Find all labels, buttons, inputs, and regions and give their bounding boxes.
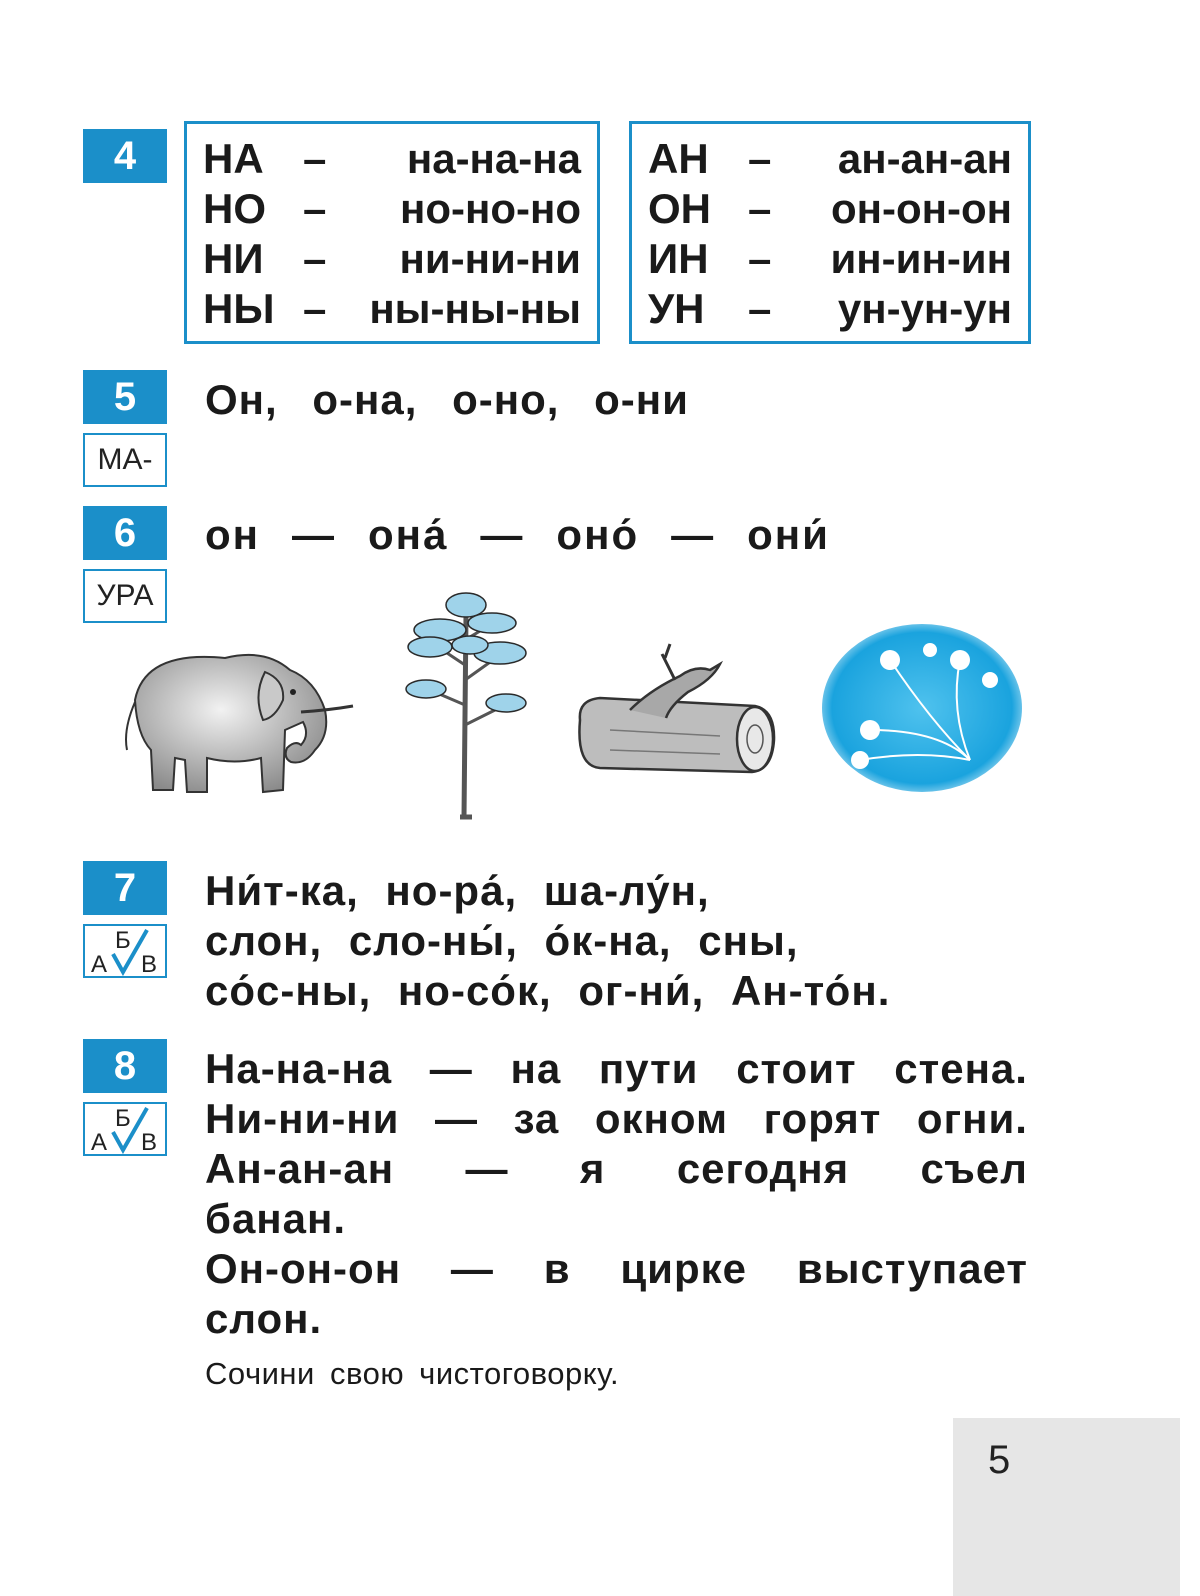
task-5-line: Он, о-на, о-но, о-ни	[205, 376, 689, 423]
syllable: НО	[203, 185, 266, 232]
task-6-words	[205, 510, 830, 560]
word: стоит	[736, 1045, 857, 1092]
tree-picture	[400, 585, 535, 820]
task-8-line	[205, 1094, 1028, 1144]
syllable-row	[203, 284, 581, 334]
dash: —	[465, 1145, 509, 1192]
dash: —	[480, 511, 525, 558]
task-number-8: 8	[83, 1039, 167, 1093]
dash: —	[671, 511, 716, 558]
task-8-line	[205, 1144, 1028, 1194]
word: горят	[763, 1095, 882, 1142]
elephant-picture	[115, 640, 360, 805]
syllable-row	[648, 234, 1012, 284]
abc-check-glyph	[85, 1104, 165, 1154]
word: съел	[920, 1145, 1028, 1192]
word: на	[510, 1045, 562, 1092]
task-8-line	[205, 1294, 322, 1344]
dash: —	[292, 511, 337, 558]
word: Он-он-он	[205, 1245, 402, 1292]
word: огни.	[916, 1095, 1028, 1142]
dash: –	[303, 235, 327, 282]
syllable-chain: ни-ни-ни	[399, 235, 581, 282]
letter-a: А	[91, 951, 108, 976]
word: Ан-ан-ан	[205, 1145, 395, 1192]
word: я	[579, 1145, 606, 1192]
task-tag-ura: УРА	[83, 569, 167, 623]
syllable: АН	[648, 135, 709, 182]
syllable-chain: ин-ин-ин	[830, 235, 1012, 282]
dash: –	[748, 185, 772, 232]
word: за	[513, 1095, 560, 1142]
syllable: НИ	[203, 235, 264, 282]
word: они́	[747, 511, 830, 558]
letter-v: В	[141, 1129, 158, 1154]
word: он	[205, 511, 261, 558]
letter-a: А	[91, 1129, 108, 1154]
word: стена.	[894, 1045, 1028, 1092]
word: оно́	[556, 511, 640, 558]
dash: —	[435, 1095, 479, 1142]
abc-check-icon	[83, 1102, 167, 1156]
syllable-chain: на-на-на	[406, 135, 581, 182]
syllable-chain: ны-ны-ны	[369, 285, 581, 332]
word: банан.	[205, 1195, 347, 1242]
task-number-5: 5	[83, 370, 167, 424]
syllable-row	[203, 234, 581, 284]
dash: –	[748, 235, 772, 282]
task-number-7: 7	[83, 861, 167, 915]
syllable-row	[648, 134, 1012, 184]
word: в	[543, 1245, 571, 1292]
log-picture	[570, 640, 785, 780]
syllable-row	[648, 284, 1012, 334]
page-number: 5	[988, 1438, 1011, 1482]
dash: –	[303, 135, 327, 182]
word: слон.	[205, 1295, 323, 1342]
abc-check-icon	[83, 924, 167, 978]
syllable-row	[648, 184, 1012, 234]
letter-b: Б	[115, 927, 131, 954]
task-number-4: 4	[83, 129, 167, 183]
word: пути	[598, 1045, 699, 1092]
syllable: ОН	[648, 185, 711, 232]
task-7-line: Ни́т-ка, но-ра́, ша-лу́н,	[205, 867, 710, 914]
task-7-line: слон, сло-ны́, о́к-на, сны,	[205, 917, 799, 964]
dash: –	[748, 135, 772, 182]
syllable-row	[203, 134, 581, 184]
letter-b: Б	[115, 1105, 131, 1132]
syllable-chain: ун-ун-ун	[837, 285, 1012, 332]
word: окном	[594, 1095, 729, 1142]
task-8-line	[205, 1044, 1028, 1094]
syllable: НЫ	[203, 285, 275, 332]
abc-check-glyph	[85, 926, 165, 976]
dash: –	[303, 285, 327, 332]
dash: —	[429, 1045, 473, 1092]
dash: —	[450, 1245, 494, 1292]
syllable-box-right	[629, 121, 1031, 344]
task-8-instruction: Сочини свою чистоговорку.	[205, 1356, 620, 1391]
word: Ни-ни-ни	[205, 1095, 400, 1142]
syllable-box-left	[184, 121, 600, 344]
syllable-row	[203, 184, 581, 234]
syllable-chain: он-он-он	[830, 185, 1012, 232]
syllable: ИН	[648, 235, 709, 282]
syllable-chain: но-но-но	[399, 185, 581, 232]
task-8-line	[205, 1194, 346, 1244]
word: сегодня	[676, 1145, 850, 1192]
word: На-на-на	[205, 1045, 393, 1092]
syllable: УН	[648, 285, 705, 332]
word: она́	[368, 511, 449, 558]
task-number-6: 6	[83, 506, 167, 560]
dash: –	[303, 185, 327, 232]
page-number-box	[953, 1418, 1180, 1596]
fireworks-picture	[820, 620, 1025, 795]
syllable-chain: ан-ан-ан	[837, 135, 1012, 182]
word: выступает	[796, 1245, 1028, 1292]
word: цирке	[620, 1245, 748, 1292]
dash: –	[748, 285, 772, 332]
task-7-line: со́с-ны, но-со́к, ог-ни́, Ан-то́н.	[205, 967, 891, 1014]
task-8-line	[205, 1244, 1028, 1294]
syllable: НА	[203, 135, 264, 182]
letter-v: В	[141, 951, 158, 976]
task-tag-ma: МА-	[83, 433, 167, 487]
